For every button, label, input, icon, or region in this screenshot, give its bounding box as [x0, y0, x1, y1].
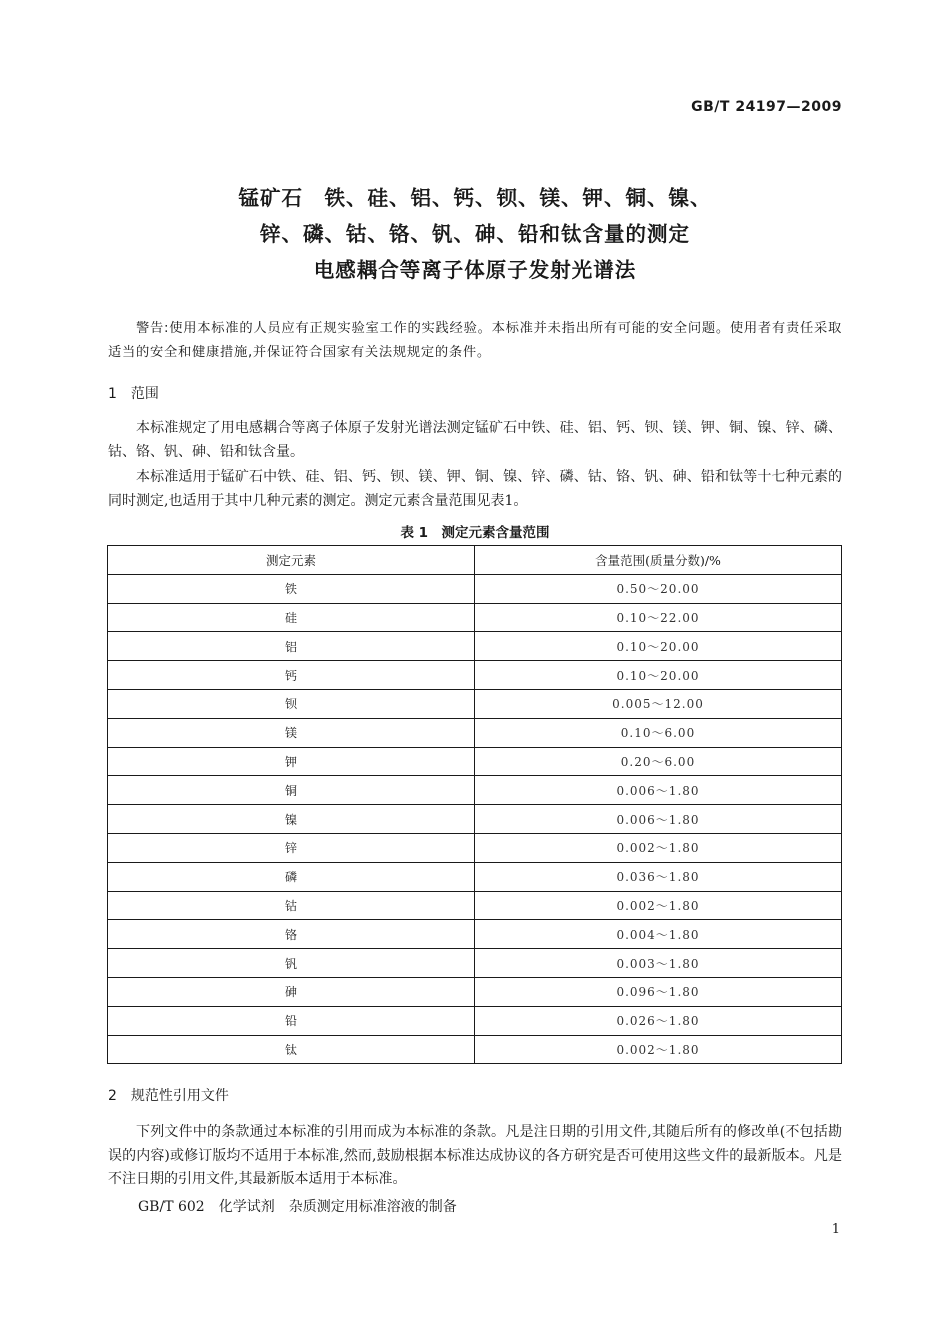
table-row — [108, 920, 842, 949]
element-cell: 钛 — [108, 1035, 475, 1064]
table-row — [108, 689, 842, 718]
element-cell: 镁 — [108, 718, 475, 747]
normative-references-paragraph: 下列文件中的条款通过本标准的引用而成为本标准的条款。凡是注日期的引用文件,其随后所有的修改单(不包括勘误的内容)或修订版均不适用于本标准,然而,鼓励根据本标准达成协议的各方研究是否可使用这些文件的最新版本。凡是不注日期的引用文件,其最新版本适用于本标准。 — [108, 1124, 842, 1187]
title-line-2: 锌、磷、钴、铬、钒、砷、铅和钛含量的测定 — [260, 222, 690, 246]
element-cell: 砷 — [108, 977, 475, 1006]
element-cell: 硅 — [108, 603, 475, 632]
page-number: 1 — [831, 1222, 840, 1237]
range-cell: 0.10～20.00 — [475, 661, 842, 690]
range-cell: 0.036～1.80 — [475, 862, 842, 891]
range-cell: 0.50～20.00 — [475, 574, 842, 603]
title-line-1: 锰矿石 铁、硅、铝、钙、钡、镁、钾、铜、镍、 — [238, 186, 712, 210]
table-row — [108, 862, 842, 891]
range-cell: 0.004～1.80 — [475, 920, 842, 949]
table-row — [108, 977, 842, 1006]
element-cell: 锌 — [108, 833, 475, 862]
element-cell: 铅 — [108, 1006, 475, 1035]
range-cell: 0.10～22.00 — [475, 603, 842, 632]
range-cell: 0.20～6.00 — [475, 747, 842, 776]
warning-paragraph: 警告:使用本标准的人员应有正规实验室工作的实践经验。本标准并未指出所有可能的安全问题。使用者有责任采取适当的安全和健康措施,并保证符合国家有关法规规定的条件。 — [108, 321, 842, 360]
range-cell: 0.10～6.00 — [475, 718, 842, 747]
element-cell: 钴 — [108, 891, 475, 920]
range-cell: 0.006～1.80 — [475, 776, 842, 805]
table-row — [108, 574, 842, 603]
table-header-row — [108, 546, 842, 575]
range-cell: 0.002～1.80 — [475, 1035, 842, 1064]
element-cell: 钙 — [108, 661, 475, 690]
range-cell: 0.026～1.80 — [475, 1006, 842, 1035]
element-cell: 镍 — [108, 805, 475, 834]
range-cell: 0.006～1.80 — [475, 805, 842, 834]
element-range-table — [107, 545, 842, 1064]
element-cell: 铜 — [108, 776, 475, 805]
range-cell: 0.002～1.80 — [475, 833, 842, 862]
section-1-heading: 1 范围 — [108, 386, 159, 402]
table-row — [108, 747, 842, 776]
table-row — [108, 805, 842, 834]
table-row — [108, 718, 842, 747]
reference-gb-t-602: GB/T 602 化学试剂 杂质测定用标准溶液的制备 — [138, 1199, 457, 1215]
scope-paragraph-1: 本标准规定了用电感耦合等离子体原子发射光谱法测定锰矿石中铁、硅、铝、钙、钡、镁、钾、铜、镍、锌、磷、钴、铬、钒、砷、铅和钛含量。 — [108, 420, 842, 460]
table-row — [108, 891, 842, 920]
table-caption: 表 1 测定元素含量范围 — [400, 525, 550, 541]
range-cell: 0.005～12.00 — [475, 689, 842, 718]
range-cell: 0.003～1.80 — [475, 949, 842, 978]
title-line-3: 电感耦合等离子体原子发射光谱法 — [313, 258, 637, 282]
element-cell: 钡 — [108, 689, 475, 718]
standard-code: GB/T 24197—2009 — [691, 99, 842, 115]
table-row — [108, 632, 842, 661]
table-row — [108, 1006, 842, 1035]
document-title — [0, 180, 950, 288]
table-row — [108, 661, 842, 690]
column-header-range: 含量范围(质量分数)/% — [475, 546, 842, 575]
section-2-heading: 2 规范性引用文件 — [108, 1088, 229, 1104]
scope-paragraph-2: 本标准适用于锰矿石中铁、硅、铝、钙、钡、镁、钾、铜、镍、锌、磷、钴、铬、钒、砷、铅和钛等十七种元素的同时测定,也适用于其中几种元素的测定。测定元素含量范围见表1。 — [108, 469, 842, 509]
table-row — [108, 949, 842, 978]
element-cell: 铬 — [108, 920, 475, 949]
range-cell: 0.096～1.80 — [475, 977, 842, 1006]
range-cell: 0.002～1.80 — [475, 891, 842, 920]
element-cell: 铝 — [108, 632, 475, 661]
element-cell: 钒 — [108, 949, 475, 978]
element-cell: 铁 — [108, 574, 475, 603]
range-cell: 0.10～20.00 — [475, 632, 842, 661]
table-row — [108, 1035, 842, 1064]
element-cell: 钾 — [108, 747, 475, 776]
table-row — [108, 833, 842, 862]
table-row — [108, 776, 842, 805]
column-header-element: 测定元素 — [108, 546, 475, 575]
element-cell: 磷 — [108, 862, 475, 891]
table-row — [108, 603, 842, 632]
